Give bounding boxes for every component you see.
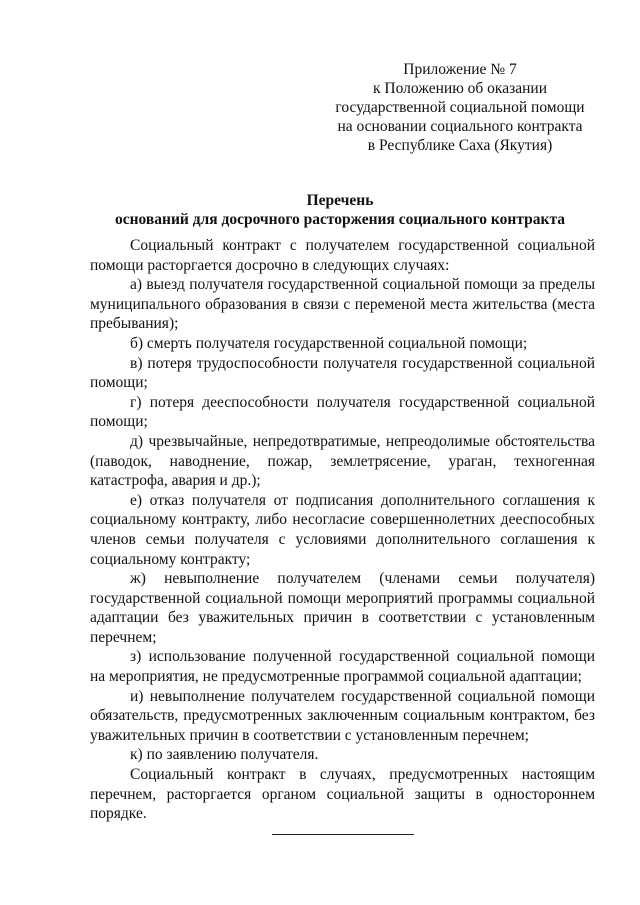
appendix-line: к Положению об оказании bbox=[373, 80, 547, 97]
appendix-line: на основании социального контракта bbox=[337, 118, 583, 135]
list-item-d: д) чрезвычайные, непредотвратимые, непреодолимые обстоятельства (паводок, наводнение, пожар, землетрясение, ураган, техногенная катастрофа, авария и др.); bbox=[90, 432, 595, 490]
appendix-number: Приложение № 7 bbox=[403, 61, 517, 78]
title-line-2: оснований для досрочного расторжения социального контракта bbox=[114, 211, 565, 228]
list-item-k: к) по заявлению получателя. bbox=[130, 746, 319, 764]
document-title bbox=[60, 191, 620, 229]
list-item-b: б) смерть получателя государственной социальной помощи; bbox=[130, 334, 528, 352]
intro-paragraph: Социальный контракт с получателем государственной социальной помощи расторгается досрочно в следующих случаях: bbox=[90, 237, 595, 274]
list-item-z: з) использование полученной государственной социальной помощи на мероприятия, не предусмотренные программой социальной адаптации; bbox=[90, 648, 595, 686]
closing-paragraph: Социальный контракт в случаях, предусмотренных настоящим перечнем, расторгается органом социальной защиты в одностороннем порядке. bbox=[90, 766, 595, 823]
list-item-v: в) потеря трудоспособности получателя государственной социальной помощи; bbox=[90, 354, 595, 392]
list-item-i: и) невыполнение получателем государственной социальной помощи обязательств, предусмотренных заключенным социальным контрактом, без уважительных причин в соответствии с установленным перечнем; bbox=[90, 687, 595, 744]
list-item-a: а) выезд получателя государственной социальной помощи за пределы муниципального образования в связи с переменой места жительства (места пребывания); bbox=[90, 276, 595, 333]
title-line-1: Перечень bbox=[306, 192, 374, 209]
appendix-header bbox=[310, 60, 610, 155]
list-item-e: е) отказ получателя от подписания дополнительного соглашения к социальному контракту, либо несогласие совершеннолетних дееспособных членов семьи получателя с условиями дополнительного соглашения к социальному контракту; bbox=[90, 491, 595, 568]
end-divider-line bbox=[272, 834, 414, 835]
document-body bbox=[90, 236, 595, 824]
list-item-g: г) потеря дееспособности получателя государственной социальной помощи; bbox=[90, 393, 595, 431]
list-item-zh: ж) невыполнение получателем (членами семьи получателя) государственной социальной помощи мероприятий программы социальной адаптации без уважительных причин в соответствии с установленным перечнем; bbox=[90, 570, 595, 646]
appendix-line: в Республике Саха (Якутия) bbox=[367, 137, 553, 154]
appendix-line: государственной социальной помощи bbox=[335, 99, 585, 116]
